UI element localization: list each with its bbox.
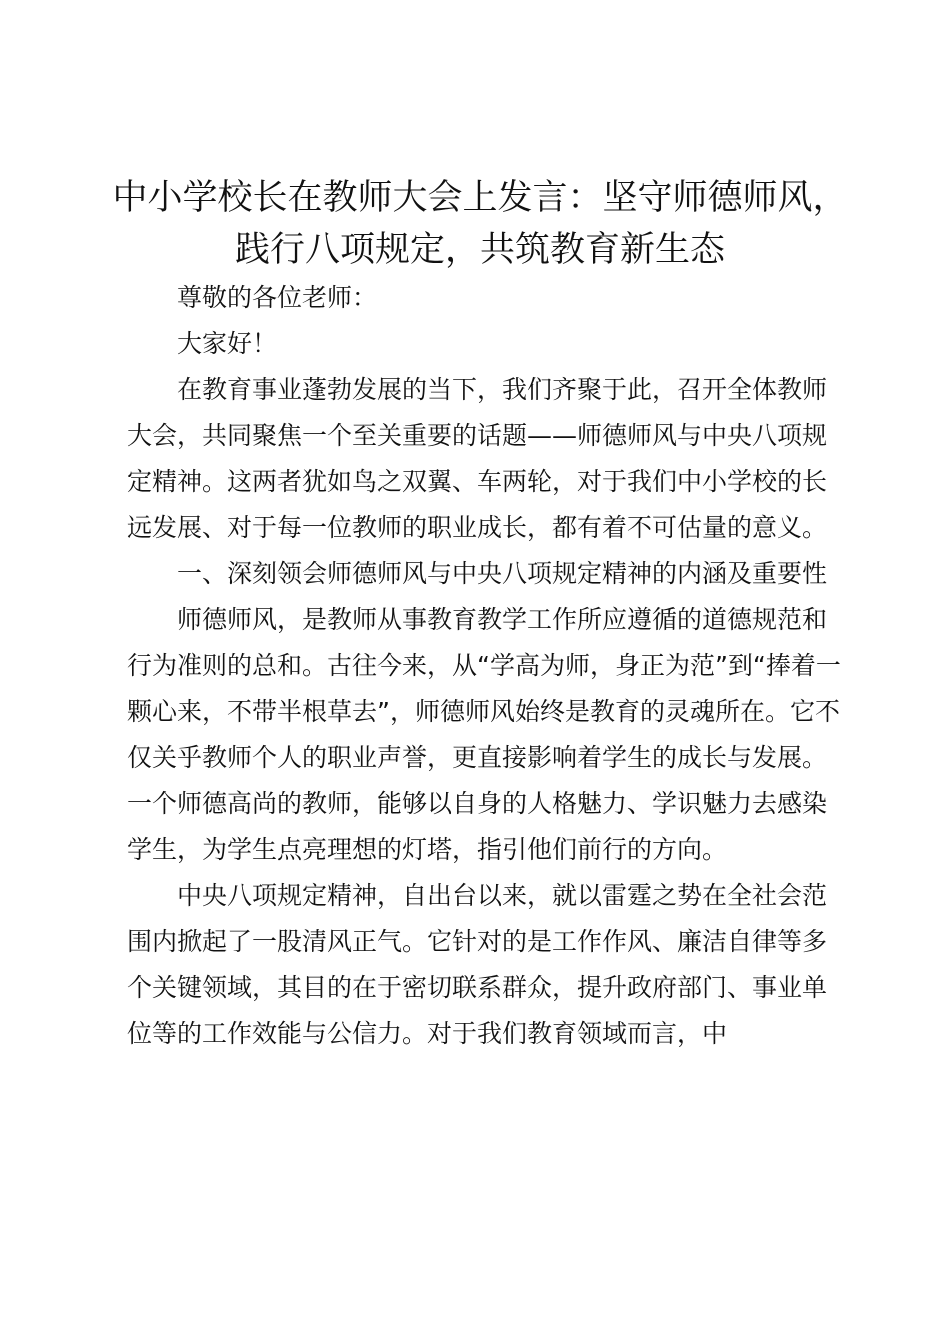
title-line-2: 践行八项规定，共筑教育新生态 [234, 230, 725, 270]
salutation: 尊敬的各位老师： [177, 283, 378, 312]
document-title [100, 172, 860, 276]
title-line-1: 中小学校长在教师大会上发言：坚守师德师风， [112, 178, 848, 218]
greeting: 大家好！ [177, 329, 278, 358]
document-body [127, 275, 847, 1057]
section-heading-1: 一、深刻领会师德师风与中央八项规定精神的内涵及重要性 [177, 559, 828, 588]
body-paragraph: 师德师风，是教师从事教育教学工作所应遵循的道德规范和行为准则的总和。古往今来，从“学高为师，身正为范”到“捧着一颗心来，不带半根草去”，师德师风始终是教育的灵魂所在。它不仅关乎教师个人的职业声誉，更直接影响着学生的成长与发展。一个师德高尚的教师，能够以自身的人格魅力、学识魅力去感染学生，为学生点亮理想的灯塔，指引他们前行的方向。 [127, 605, 841, 864]
intro-paragraph: 在教育事业蓬勃发展的当下，我们齐聚于此，召开全体教师大会，共同聚焦一个至关重要的话题——师德师风与中央八项规定精神。这两者犹如鸟之双翼、车两轮，对于我们中小学校的长远发展、对于每一位教师的职业成长，都有着不可估量的意义。 [127, 375, 828, 542]
body-paragraph: 中央八项规定精神，自出台以来，就以雷霆之势在全社会范围内掀起了一股清风正气。它针对的是工作作风、廉洁自律等多个关键领域，其目的在于密切联系群众，提升政府部门、事业单位等的工作效能与公信力。对于我们教育领域而言，中 [127, 881, 828, 1048]
